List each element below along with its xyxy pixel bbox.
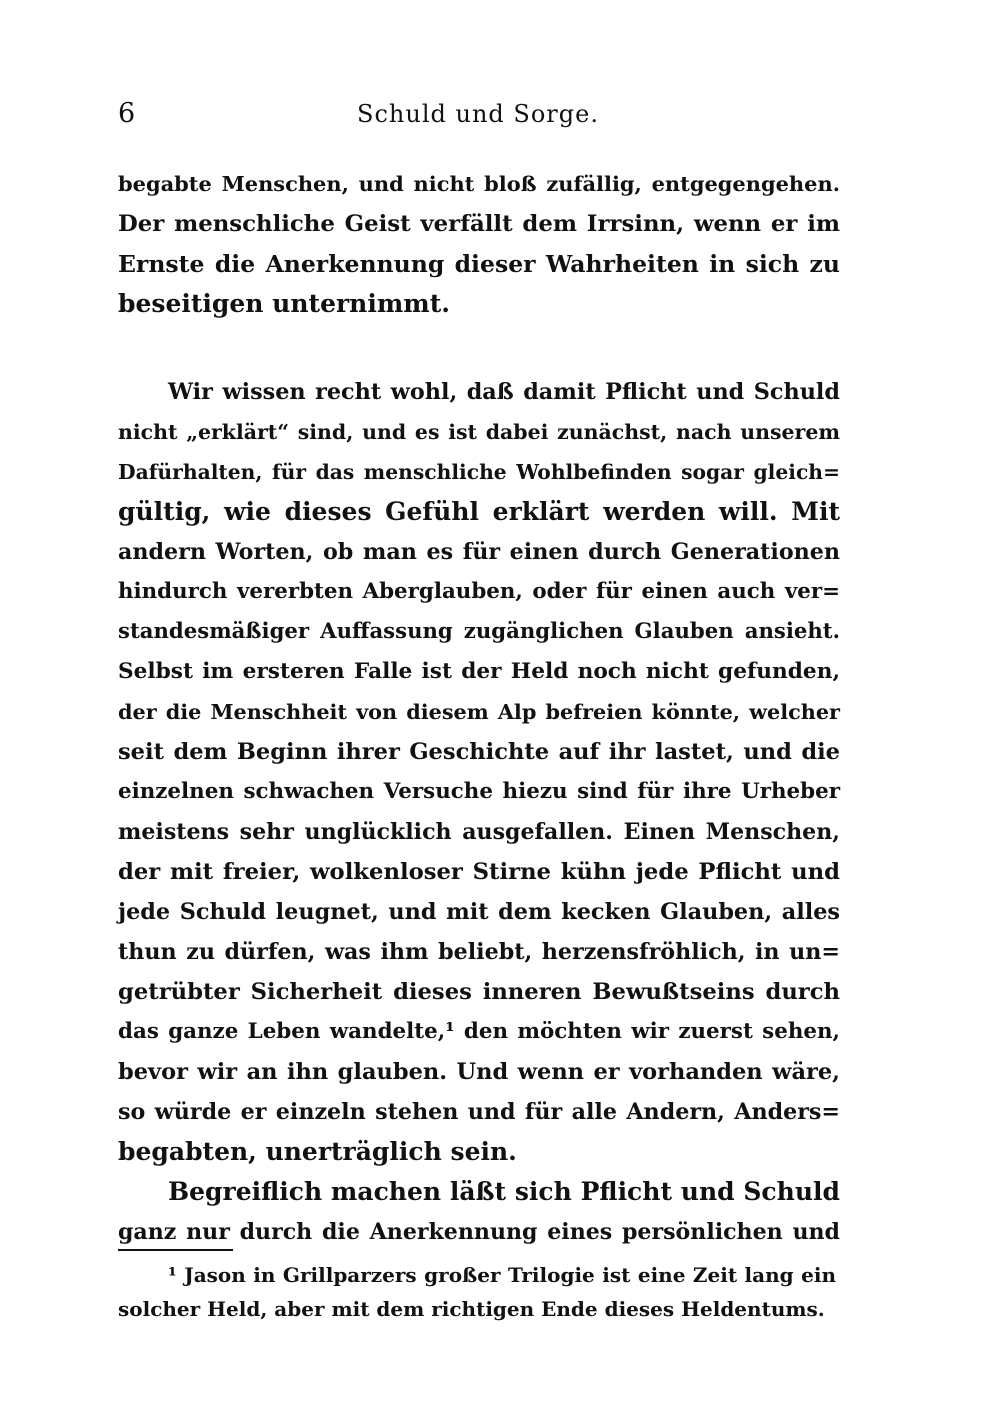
text-line: begabte Menschen, und nicht bloß zufällig, entgegengehen. (118, 171, 840, 196)
footnote-line: solcher Held, aber mit dem richtigen Ende dieses Heldentums. (118, 1297, 825, 1321)
text-line: standesmäßiger Auffassung zugänglichen Glauben ansieht. (118, 619, 840, 644)
text-line: ganz nur durch die Anerkennung eines persönlichen und (118, 1219, 840, 1245)
text-line: beseitigen unternimmt. (118, 289, 450, 318)
text-line: nicht „erklärt“ sind, und es ist dabei zunächst, nach unserem (118, 420, 840, 444)
text-line: gültig, wie dieses Gefühl erklärt werden will. Mit (118, 497, 840, 526)
text-line: getrübter Sicherheit dieses inneren Bewußtseins durch (118, 979, 840, 1005)
text-line: Ernste die Anerkennung dieser Wahrheiten in sich zu (118, 250, 840, 278)
page-header (118, 96, 838, 136)
text-line: thun zu dürfen, was ihm beliebt, herzensfröhlich, in un= (118, 939, 840, 965)
text-line: begabten, unerträglich sein. (118, 1137, 517, 1166)
text-line: Dafürhalten, für das menschliche Wohlbefinden sogar gleich= (118, 460, 840, 484)
text-line: so würde er einzeln stehen und für alle Andern, Anders= (118, 1099, 840, 1125)
text-line: jede Schuld leugnet, und mit dem kecken Glauben, alles (118, 899, 840, 925)
footnote-line: ¹ Jason in Grillparzers großer Trilogie ist eine Zeit lang ein (168, 1263, 836, 1287)
text-line: andern Worten, ob man es für einen durch Generationen (118, 539, 840, 565)
text-line: seit dem Beginn ihrer Geschichte auf ihr lastet, und die (118, 739, 840, 765)
running-head: Schuld und Sorge. (357, 100, 599, 128)
text-line: meistens sehr unglücklich ausgefallen. Einen Menschen, (118, 819, 840, 845)
text-line: Begreiflich machen läßt sich Pflicht und Schuld (168, 1177, 840, 1206)
page-number: 6 (118, 98, 136, 129)
text-line: der die Menschheit von diesem Alp befreien könnte, welcher (118, 699, 840, 724)
footnote-divider (118, 1249, 233, 1251)
text-line: der mit freier, wolkenloser Stirne kühn jede Pflicht und (118, 859, 840, 885)
text-line: Wir wissen recht wohl, daß damit Pflicht und Schuld (168, 379, 840, 405)
text-line: einzelnen schwachen Versuche hiezu sind für ihre Urheber (118, 779, 840, 804)
footnote (118, 1258, 836, 1326)
text-line: Selbst im ersteren Falle ist der Held noch nicht gefunden, (118, 659, 840, 684)
text-line: das ganze Leben wandelte,¹ den möchten wir zuerst sehen, (118, 1019, 840, 1044)
paragraph-gap (118, 324, 840, 372)
body-text (118, 164, 840, 1252)
text-line: Der menschliche Geist verfällt dem Irrsinn, wenn er im (118, 211, 840, 237)
text-line: bevor wir an ihn glauben. Und wenn er vorhanden wäre, (118, 1059, 840, 1085)
text-line: hindurch vererbten Aberglauben, oder für einen auch ver= (118, 579, 840, 604)
